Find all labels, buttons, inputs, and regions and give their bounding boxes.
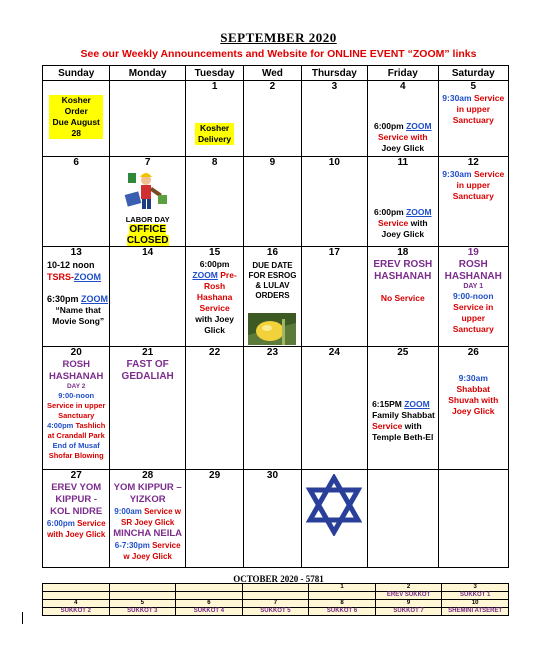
week-row-1 [43, 81, 509, 157]
day-number: 29 [209, 470, 221, 481]
zoom-link[interactable]: ZOOM [81, 294, 109, 304]
event-line: FOR ESROG [248, 271, 297, 280]
event-line: End of Musaf [52, 441, 100, 450]
kosher-order-note [49, 95, 103, 139]
day-cell-3 [301, 81, 367, 157]
weekday-sunday: Sunday [43, 66, 110, 81]
holiday-name: ROSH [458, 259, 488, 270]
labor-day-note [110, 215, 184, 246]
day-number: 19 [467, 247, 479, 258]
holiday-day: DAY 2 [66, 383, 86, 390]
event-line: “Name that [55, 305, 101, 315]
shabbat-shuvah-event [439, 373, 508, 417]
day-cell-9 [244, 157, 301, 247]
esrog-lulav-due-note [244, 261, 300, 301]
day-cell-20 [43, 347, 110, 470]
day-number: 11 [397, 157, 409, 168]
event-time: 6:00pm [199, 259, 230, 269]
event-line: at Crandall Park [47, 431, 105, 440]
event-time: 6:30pm [47, 294, 82, 304]
holiday-name: FAST OF [126, 359, 169, 370]
holiday-day: DAY 1 [463, 283, 484, 290]
zoom-link[interactable]: ZOOM [74, 272, 101, 282]
october-day: 1 [309, 584, 376, 592]
event-line: SR Joey Glick [120, 518, 175, 527]
day-cell-28 [110, 470, 185, 568]
day-cell-14 [110, 247, 185, 347]
event-line: in upper [456, 104, 491, 114]
week-row-4 [43, 347, 509, 470]
october-holiday [309, 592, 376, 600]
event-line: Service [149, 541, 181, 550]
day-number: 28 [142, 470, 154, 481]
week-row-3 [43, 247, 509, 347]
october-day: 5 [109, 600, 176, 608]
event-line: Joey Glick [381, 229, 425, 239]
day-cell-17 [301, 247, 367, 347]
event-line: with Joey [195, 314, 234, 324]
event-time: 6:00pm [373, 207, 407, 217]
event-line: Glick [204, 325, 225, 335]
event-time: 10-12 noon [47, 260, 95, 270]
calendar-title: SEPTEMBER 2020 [220, 30, 337, 45]
day-number: 23 [266, 347, 279, 358]
weekday-wednesday: Wed [244, 66, 301, 81]
event-line: with [408, 218, 428, 228]
event-line: ORDERS [255, 291, 290, 300]
day-number: 27 [70, 470, 82, 481]
event-time: 6:00pm [46, 519, 75, 528]
week-row-5 [43, 470, 509, 568]
day-cell-19 [438, 247, 508, 347]
event-line: w Joey Glick [123, 552, 172, 561]
october-day [43, 584, 110, 592]
october-holiday [176, 592, 243, 600]
event-line: Sanctuary [452, 324, 494, 334]
day-number: 13 [70, 247, 82, 258]
october-day: 7 [242, 600, 309, 608]
event-line: upper [461, 313, 486, 323]
event-line: Joey Glick [381, 143, 425, 153]
day-number: 30 [266, 470, 279, 481]
zoom-link[interactable]: ZOOM [406, 207, 432, 217]
zoom-link[interactable]: ZOOM [192, 270, 218, 280]
event-time: 9:30am [442, 93, 472, 103]
event-line: Sanctuary [452, 191, 494, 201]
day-number: 7 [144, 157, 151, 168]
day-number: 26 [467, 347, 479, 358]
event-time: 9:30am [442, 169, 472, 179]
week-row-2 [43, 157, 509, 247]
october-holiday: SUKKOT 3 [109, 608, 176, 616]
day-cell-21 [110, 347, 185, 470]
holiday-name: EREV YOM [51, 482, 102, 493]
event-line: Rosh [203, 281, 226, 291]
day-cell-27 [43, 470, 110, 568]
event-line: Service [74, 519, 106, 528]
office-label: OFFICE [129, 224, 166, 235]
day-number: 2 [269, 81, 276, 92]
event-line: Pre- [217, 270, 237, 280]
event-time: 4:00pm [47, 421, 74, 430]
event-line: Service in upper [47, 401, 106, 410]
saturday-service-event [439, 93, 508, 126]
october-day: 4 [43, 600, 110, 608]
day-number: 25 [397, 347, 409, 358]
day-cell-7 [110, 157, 185, 247]
rosh-hashanah-day2-event [43, 359, 109, 461]
october-day: 9 [375, 600, 442, 608]
day-cell-empty [368, 470, 438, 568]
text-cursor [22, 612, 23, 624]
event-line: Shabbat [456, 384, 491, 394]
event-line: Sanctuary [58, 411, 95, 420]
event-line: Sanctuary [452, 115, 494, 125]
day-cell-25 [368, 347, 438, 470]
day-number: 5 [470, 81, 477, 92]
october-row-2 [43, 600, 509, 608]
closed-label: CLOSED [126, 235, 169, 246]
october-row-1-holidays [43, 592, 509, 600]
kosher-order-line2: Due August 28 [49, 117, 103, 139]
october-row-1 [43, 584, 509, 592]
day-number: 20 [70, 347, 82, 358]
day-cell-12 [438, 157, 508, 247]
october-day [242, 584, 309, 592]
october-day: 8 [309, 600, 376, 608]
day-number: 3 [331, 81, 338, 92]
event-line: Service in [453, 302, 494, 312]
october-holiday: SUKKOT 2 [43, 608, 110, 616]
holiday-name: GEDALIAH [121, 371, 174, 382]
october-holiday [43, 592, 110, 600]
day-cell-30 [244, 470, 301, 568]
day-cell-4 [368, 81, 438, 157]
october-holiday: SUKKOT 6 [309, 608, 376, 616]
event-line: Shuvah with [448, 395, 499, 405]
day-cell-23 [244, 347, 301, 470]
event-line: Service [471, 169, 505, 179]
day-number: 9 [269, 157, 276, 168]
october-holiday: SUKKOT 4 [176, 608, 243, 616]
october-mini-calendar [42, 583, 509, 616]
event-time: 9:00am [114, 507, 142, 516]
day-number: 8 [211, 157, 218, 168]
event-time: 9:00-noon [58, 391, 95, 400]
holiday-name: EREV ROSH [373, 259, 433, 270]
october-day [176, 584, 243, 592]
event-line: DUE DATE [252, 261, 293, 270]
holiday-name: YIZKOR [129, 494, 166, 505]
kosher-delivery-note [195, 123, 234, 145]
zoom-link[interactable]: ZOOM [406, 121, 432, 131]
weekday-thursday: Thursday [301, 66, 367, 81]
event-line: Family Shabbat [372, 410, 435, 420]
pre-rosh-hashana-event [186, 259, 243, 336]
day-cell-10 [301, 157, 367, 247]
day-cell-18 [368, 247, 438, 347]
friday-service-event [368, 121, 437, 154]
kosher-delivery-line2: Delivery [195, 134, 234, 145]
fast-of-gedaliah-event [110, 359, 184, 383]
october-day: 10 [442, 600, 509, 608]
calendar-subtitle: See our Weekly Announcements and Website for ONLINE EVENT “ZOOM” links [80, 48, 477, 60]
day-cell-1 [185, 81, 243, 157]
october-holiday: SHEMINI ATSERET [442, 608, 509, 616]
day-number: 18 [397, 247, 409, 258]
day-cell-empty [110, 81, 185, 157]
day-number: 6 [73, 157, 79, 168]
october-holiday [242, 592, 309, 600]
event-line: Service with [377, 132, 428, 142]
day-cell-15 [185, 247, 243, 347]
october-title: OCTOBER 2020 - 5781 [233, 574, 324, 584]
star-of-david-icon [306, 474, 362, 536]
event-line: Hashana [196, 292, 233, 302]
day-cell-2 [244, 81, 301, 157]
erev-rosh-hashanah-event [368, 259, 437, 304]
october-day: 2 [375, 584, 442, 592]
day-number: 24 [328, 347, 340, 358]
event-time: 6-7:30pm [114, 541, 150, 550]
day-cell-22 [185, 347, 243, 470]
day-cell-29 [185, 470, 243, 568]
day-number: 16 [266, 247, 279, 258]
day-cell-empty [301, 470, 367, 568]
event-line: Movie Song” [52, 316, 105, 326]
event-time: 9:30am [458, 373, 488, 383]
october-holiday: SUKKOT 1 [442, 592, 509, 600]
holiday-name: HASHANAH [374, 271, 432, 282]
day-cell-6 [43, 157, 110, 247]
sunday-events [43, 259, 109, 327]
day-cell-13 [43, 247, 110, 347]
family-shabbat-event [372, 399, 435, 443]
event-line: & LULAV [255, 281, 290, 290]
day-number: 1 [211, 81, 218, 92]
event-line: No Service [380, 293, 425, 303]
weekday-friday: Friday [368, 66, 438, 81]
event-line: Joey Glick [451, 406, 495, 416]
day-number: 17 [328, 247, 340, 258]
event-line: TSRS- [47, 272, 74, 282]
event-line: with Joey Glick [47, 530, 106, 539]
day-number: 22 [209, 347, 221, 358]
october-holiday: SUKKOT 5 [242, 608, 309, 616]
weekday-header-row [43, 66, 509, 81]
holiday-name: KOL NIDRE [50, 506, 103, 517]
event-time: 6:15PM [372, 399, 405, 409]
october-holiday: EREV SUKKOT [375, 592, 442, 600]
holiday-name: HASHANAH [444, 271, 502, 282]
event-line: Service [377, 218, 409, 228]
day-cell-16 [244, 247, 301, 347]
event-line: Service [199, 303, 230, 313]
day-cell-5 [438, 81, 508, 157]
friday-service-event [368, 207, 437, 240]
day-cell-empty [43, 81, 110, 157]
yom-kippur-event [110, 482, 184, 562]
day-number: 21 [142, 347, 154, 358]
october-holiday [109, 592, 176, 600]
holiday-name: MINCHA NEILA [113, 528, 183, 539]
september-calendar [42, 65, 509, 568]
event-line: Tashlich [73, 421, 106, 430]
holiday-name: KIPPUR - [55, 494, 98, 505]
day-number: 12 [467, 157, 479, 168]
weekday-saturday: Saturday [438, 66, 508, 81]
event-line: Shofar Blowing [48, 451, 104, 460]
kosher-order-line1: Kosher Order [49, 95, 103, 117]
event-line: Service [372, 421, 403, 431]
day-cell-8 [185, 157, 243, 247]
weekday-tuesday: Tuesday [185, 66, 243, 81]
october-holiday: SUKKOT 7 [375, 608, 442, 616]
october-day [109, 584, 176, 592]
day-cell-11 [368, 157, 438, 247]
holiday-name: HASHANAH [49, 371, 104, 382]
event-line: Service [471, 93, 505, 103]
day-cell-empty [438, 470, 508, 568]
labor-day-label: LABOR DAY [125, 215, 170, 224]
holiday-name: YOM KIPPUR – [113, 482, 182, 493]
october-day: 6 [176, 600, 243, 608]
event-line: Service w [141, 507, 182, 516]
rosh-hashanah-day1-event [439, 259, 508, 335]
day-number: 15 [209, 247, 221, 258]
day-cell-26 [438, 347, 508, 470]
event-line: Temple Beth-El [372, 432, 434, 442]
citron-esrog-icon [248, 313, 296, 345]
weekday-monday: Monday [110, 66, 185, 81]
event-line: in upper [456, 180, 491, 190]
october-row-2-holidays [43, 608, 509, 616]
saturday-service-event [439, 169, 508, 202]
october-day: 3 [442, 584, 509, 592]
event-time: 9:00-noon [452, 291, 494, 301]
day-number: 4 [400, 81, 406, 92]
event-line: with [402, 421, 422, 431]
kol-nidre-event [43, 482, 109, 540]
day-number: 10 [328, 157, 340, 168]
labor-day-worker-icon [124, 169, 170, 213]
kosher-delivery-line1: Kosher [195, 123, 234, 134]
zoom-link[interactable]: ZOOM [404, 399, 430, 409]
day-cell-24 [301, 347, 367, 470]
holiday-name: ROSH [62, 359, 90, 370]
day-number: 14 [142, 247, 154, 258]
event-time: 6:00pm [373, 121, 407, 131]
